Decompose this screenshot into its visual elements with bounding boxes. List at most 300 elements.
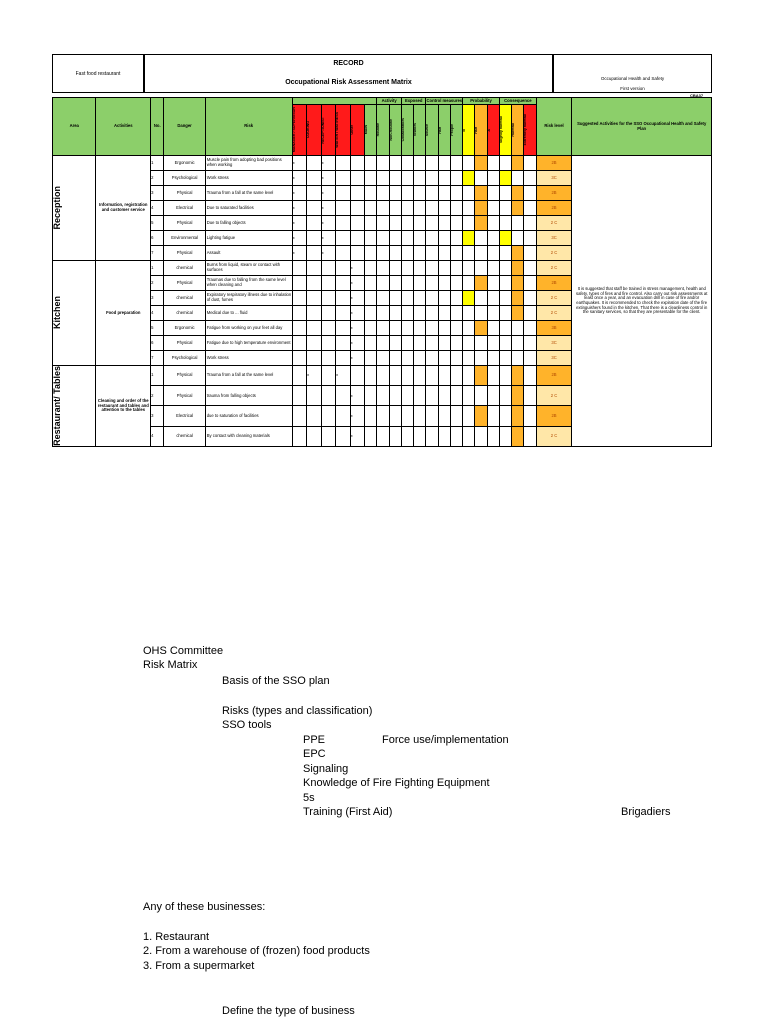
matrix-cell — [426, 156, 438, 171]
matrix-cell — [350, 156, 364, 171]
matrix-cell: x — [350, 406, 364, 426]
matrix-cell — [377, 246, 389, 261]
matrix-cell: x — [321, 201, 335, 216]
risk-cell: Medical due to ... fluid — [205, 306, 292, 321]
matrix-cell — [426, 201, 438, 216]
matrix-cell — [365, 321, 377, 336]
matrix-cell: x — [292, 201, 306, 216]
matrix-cell — [512, 201, 524, 216]
risk-cell: Burns from liquid, steam or contact with surfaces — [205, 261, 292, 276]
row-number: 1 — [151, 156, 164, 171]
matrix-cell — [336, 156, 350, 171]
matrix-cell — [426, 171, 438, 186]
col-header-role-2-text: COOKING — [306, 121, 311, 139]
matrix-cell — [307, 171, 321, 186]
col-header-control-1 — [426, 105, 438, 156]
row-number: 2 — [151, 171, 164, 186]
matrix-cell — [438, 336, 450, 351]
table-row — [53, 156, 712, 171]
matrix-cell — [450, 366, 462, 386]
risk-level-cell: 2 C — [536, 306, 572, 321]
risk-level-cell: 2B — [536, 406, 572, 426]
matrix-cell — [377, 276, 389, 291]
matrix-cell — [487, 201, 499, 216]
matrix-cell — [426, 426, 438, 446]
matrix-cell — [499, 306, 511, 321]
matrix-cell — [414, 426, 426, 446]
matrix-cell — [487, 186, 499, 201]
matrix-cell — [321, 426, 335, 446]
matrix-cell — [499, 186, 511, 201]
matrix-cell — [401, 171, 413, 186]
matrix-cell — [401, 306, 413, 321]
danger-cell: chemical — [164, 426, 205, 446]
matrix-cell — [499, 156, 511, 171]
matrix-cell: x — [350, 291, 364, 306]
matrix-cell — [292, 351, 306, 366]
matrix-cell — [475, 276, 487, 291]
col-header-role-5 — [350, 105, 364, 156]
risk-level-cell: 2B — [536, 276, 572, 291]
matrix-cell — [365, 201, 377, 216]
record-title: RECORD — [333, 60, 364, 67]
col-header-suggested: Suggested Activities for the SSO Occupational Health and Safety Plan — [572, 98, 712, 156]
risk-cell: Work stress — [205, 351, 292, 366]
row-number: 2 — [151, 276, 164, 291]
matrix-cell — [475, 306, 487, 321]
matrix-cell — [365, 386, 377, 406]
matrix-cell — [336, 386, 350, 406]
matrix-cell: x — [321, 216, 335, 231]
row-number: 1 — [151, 261, 164, 276]
matrix-cell — [389, 216, 401, 231]
matrix-cell — [487, 156, 499, 171]
matrix-cell — [450, 306, 462, 321]
risk-level-cell: 2 C — [536, 246, 572, 261]
row-number: 3 — [151, 291, 164, 306]
matrix-cell — [475, 406, 487, 426]
risk-level-cell: 2 C — [536, 216, 572, 231]
area-cell — [53, 156, 96, 261]
matrix-cell — [450, 156, 462, 171]
matrix-cell — [401, 186, 413, 201]
matrix-cell — [512, 291, 524, 306]
matrix-cell — [414, 186, 426, 201]
matrix-cell — [499, 426, 511, 446]
matrix-cell — [499, 336, 511, 351]
matrix-cell — [499, 216, 511, 231]
matrix-cell — [365, 351, 377, 366]
matrix-cell — [512, 426, 524, 446]
note-brigadiers: Brigadiers — [621, 806, 671, 818]
matrix-cell — [463, 261, 475, 276]
row-number: 1 — [151, 366, 164, 386]
col-header-probability-2 — [475, 105, 487, 156]
matrix-cell: x — [350, 336, 364, 351]
matrix-cell: x — [321, 186, 335, 201]
matrix-cell — [438, 261, 450, 276]
risk-level-cell: 2B — [536, 201, 572, 216]
group-header-exposed: Exposed — [401, 98, 426, 105]
matrix-cell — [350, 246, 364, 261]
matrix-cell — [307, 231, 321, 246]
matrix-cell — [463, 406, 475, 426]
matrix-cell — [487, 321, 499, 336]
matrix-cell — [389, 306, 401, 321]
matrix-cell — [321, 291, 335, 306]
matrix-cell — [475, 351, 487, 366]
matrix-cell — [389, 426, 401, 446]
document-code: CBA37 — [690, 93, 704, 98]
matrix-cell — [524, 406, 536, 426]
matrix-cell — [389, 231, 401, 246]
risk-cell: Trauma from a fall at the same level — [205, 186, 292, 201]
matrix-cell — [377, 306, 389, 321]
matrix-cell — [401, 246, 413, 261]
matrix-cell — [414, 306, 426, 321]
matrix-cell — [475, 366, 487, 386]
matrix-cell — [463, 231, 475, 246]
matrix-cell — [401, 426, 413, 446]
row-number: 6 — [151, 336, 164, 351]
matrix-cell — [414, 156, 426, 171]
matrix-cell — [336, 291, 350, 306]
matrix-cell — [350, 216, 364, 231]
col-header-role-1 — [292, 105, 306, 156]
matrix-cell — [321, 366, 335, 386]
matrix-cell — [438, 366, 450, 386]
matrix-cell — [365, 186, 377, 201]
matrix-cell — [336, 406, 350, 426]
matrix-cell — [475, 321, 487, 336]
matrix-cell — [463, 291, 475, 306]
matrix-cell — [524, 171, 536, 186]
danger-cell: chemical — [164, 261, 205, 276]
matrix-cell — [512, 406, 524, 426]
matrix-cell — [414, 261, 426, 276]
matrix-cell — [512, 231, 524, 246]
matrix-cell — [487, 406, 499, 426]
matrix-cell: x — [292, 156, 306, 171]
danger-cell: Electrical — [164, 201, 205, 216]
matrix-cell — [475, 231, 487, 246]
matrix-cell — [499, 231, 511, 246]
matrix-cell — [414, 171, 426, 186]
col-header-area: Area — [53, 98, 96, 156]
matrix-cell — [365, 246, 377, 261]
note-define-business: Define the type of business — [222, 1005, 355, 1017]
suggested-activities-cell: It is suggested that staff be trained in stress management, health and safety, types of fires and fire control. Also carry out risk assessments at least once a year, and an evacuation drill in case of fire and/or earthquakes. It is recommended to check the expiration date of the fire extinguishers found in the kitchen. That there is a cleanliness control in the sanitary services, so that they are presentable for the client. — [572, 156, 712, 447]
matrix-cell — [307, 291, 321, 306]
matrix-cell — [414, 321, 426, 336]
danger-cell: Ergonomic — [164, 321, 205, 336]
area-cell-text: Kitchen — [52, 296, 62, 330]
matrix-cell — [292, 426, 306, 446]
matrix-cell — [377, 186, 389, 201]
matrix-cell — [377, 231, 389, 246]
risk-level-cell: 2B — [536, 366, 572, 386]
danger-cell: Physical — [164, 276, 205, 291]
matrix-cell: x — [350, 261, 364, 276]
danger-cell: Physical — [164, 246, 205, 261]
matrix-cell — [475, 336, 487, 351]
risk-cell: trauma from falling objects — [205, 386, 292, 406]
matrix-cell — [475, 171, 487, 186]
matrix-cell — [365, 336, 377, 351]
matrix-cell — [524, 321, 536, 336]
row-number: 4 — [151, 201, 164, 216]
matrix-cell — [463, 171, 475, 186]
matrix-cell — [307, 246, 321, 261]
matrix-cell — [438, 321, 450, 336]
row-number: 4 — [151, 306, 164, 321]
note-basis: Basis of the SSO plan — [222, 675, 330, 687]
matrix-cell — [336, 426, 350, 446]
matrix-cell — [414, 246, 426, 261]
col-header-role-3-text: RECEPTIONIST — [320, 116, 325, 144]
matrix-cell — [499, 321, 511, 336]
matrix-cell — [438, 216, 450, 231]
header-row-groups — [53, 98, 712, 105]
matrix-cell — [463, 336, 475, 351]
risk-cell: Expiratory respiratory illness due to inhalation of dust, fumes — [205, 291, 292, 306]
matrix-cell — [389, 336, 401, 351]
risk-level-cell: 2B — [536, 186, 572, 201]
business-item-2: 2. From a warehouse of (frozen) food products — [143, 945, 370, 957]
matrix-cell: x — [350, 321, 364, 336]
matrix-title: Occupational Risk Assessment Matrix — [285, 79, 412, 86]
note-risk-matrix: Risk Matrix — [143, 659, 198, 671]
matrix-cell — [426, 351, 438, 366]
row-number: 2 — [151, 386, 164, 406]
matrix-cell — [524, 246, 536, 261]
danger-cell: Physical — [164, 386, 205, 406]
matrix-cell — [450, 171, 462, 186]
matrix-cell — [426, 366, 438, 386]
matrix-cell — [450, 246, 462, 261]
matrix-cell: x — [292, 186, 306, 201]
col-header-probability-3 — [487, 105, 499, 156]
matrix-cell: x — [307, 366, 321, 386]
matrix-cell: x — [350, 276, 364, 291]
col-header-control-1-text: Source — [425, 123, 430, 137]
matrix-cell: x — [350, 426, 364, 446]
matrix-cell — [401, 406, 413, 426]
matrix-cell — [426, 336, 438, 351]
matrix-cell — [499, 261, 511, 276]
risk-level-cell: 2B — [536, 156, 572, 171]
matrix-cell — [463, 386, 475, 406]
matrix-cell — [450, 426, 462, 446]
matrix-cell — [524, 231, 536, 246]
matrix-cell — [487, 216, 499, 231]
matrix-cell — [475, 386, 487, 406]
risk-cell: Due to saturated facilities — [205, 201, 292, 216]
col-header-control-3-text: People — [449, 124, 454, 136]
matrix-cell: x — [292, 171, 306, 186]
matrix-cell — [307, 201, 321, 216]
row-number: 3 — [151, 406, 164, 426]
matrix-cell: x — [350, 351, 364, 366]
group-header-blank — [292, 98, 377, 105]
matrix-cell — [401, 156, 413, 171]
matrix-cell — [487, 276, 499, 291]
matrix-cell — [365, 231, 377, 246]
danger-cell: Ergonomic — [164, 156, 205, 171]
matrix-cell — [307, 426, 321, 446]
col-header-role-3 — [321, 105, 335, 156]
risk-level-cell: 3C — [536, 171, 572, 186]
matrix-cell: x — [292, 231, 306, 246]
matrix-cell — [524, 216, 536, 231]
matrix-cell — [487, 261, 499, 276]
matrix-cell — [307, 386, 321, 406]
matrix-cell — [450, 406, 462, 426]
matrix-cell — [377, 216, 389, 231]
col-header-exposed-1 — [401, 105, 413, 156]
risk-level-cell: 2 C — [536, 386, 572, 406]
col-header-activity-type-2-text: Routine — [376, 123, 381, 137]
matrix-cell — [512, 171, 524, 186]
matrix-cell — [401, 261, 413, 276]
matrix-cell: x — [350, 386, 364, 406]
row-number: 7 — [151, 351, 164, 366]
matrix-cell — [377, 426, 389, 446]
danger-cell: Physical — [164, 336, 205, 351]
matrix-cell — [365, 426, 377, 446]
matrix-cell — [307, 216, 321, 231]
col-header-activities: Activities — [96, 98, 151, 156]
matrix-cell — [365, 306, 377, 321]
matrix-cell — [292, 336, 306, 351]
risk-cell: Lighting fatigue — [205, 231, 292, 246]
risk-cell: Muscle pain from adopting bad positions when working — [205, 156, 292, 171]
matrix-cell — [389, 186, 401, 201]
row-number: 5 — [151, 321, 164, 336]
matrix-cell — [450, 291, 462, 306]
col-header-danger: Danger — [164, 98, 205, 156]
col-header-activity-type-2 — [377, 105, 389, 156]
matrix-cell — [499, 246, 511, 261]
matrix-cell: x — [321, 156, 335, 171]
matrix-cell — [350, 201, 364, 216]
matrix-cell — [377, 406, 389, 426]
col-header-control-2 — [438, 105, 450, 156]
matrix-cell — [426, 306, 438, 321]
matrix-cell — [426, 276, 438, 291]
risk-level-cell: 2 C — [536, 291, 572, 306]
matrix-cell — [292, 291, 306, 306]
header-ohs: Occupational Health and Safety — [600, 76, 665, 81]
col-header-activity-type-1-text: MAIN — [364, 125, 369, 135]
danger-cell: Physical — [164, 186, 205, 201]
area-cell — [53, 366, 96, 447]
group-header-activity: Activity — [377, 98, 402, 105]
risk-level-cell: 3C — [536, 336, 572, 351]
matrix-cell — [450, 351, 462, 366]
matrix-cell — [487, 291, 499, 306]
risk-cell: Work stress — [205, 171, 292, 186]
matrix-cell — [414, 231, 426, 246]
matrix-cell — [414, 201, 426, 216]
activity-cell: Information, registration and customer service — [96, 156, 151, 261]
risk-cell: By contact with cleaning materials — [205, 426, 292, 446]
matrix-cell — [401, 336, 413, 351]
note-ppe: PPE — [303, 734, 326, 746]
matrix-cell — [292, 261, 306, 276]
matrix-cell — [292, 321, 306, 336]
risk-cell: Traumas due to falling from the same level when cleaning and — [205, 276, 292, 291]
matrix-cell — [512, 321, 524, 336]
matrix-cell — [426, 386, 438, 406]
matrix-cell — [307, 306, 321, 321]
matrix-cell — [389, 276, 401, 291]
matrix-cell: x — [321, 171, 335, 186]
col-header-activity-type-3 — [389, 105, 401, 156]
matrix-cell — [438, 351, 450, 366]
matrix-cell — [389, 291, 401, 306]
matrix-cell — [524, 351, 536, 366]
matrix-cell — [307, 276, 321, 291]
matrix-cell — [377, 386, 389, 406]
matrix-cell — [414, 216, 426, 231]
matrix-cell — [475, 426, 487, 446]
matrix-cell — [377, 366, 389, 386]
matrix-cell — [321, 306, 335, 321]
matrix-cell — [389, 246, 401, 261]
matrix-cell — [426, 321, 438, 336]
matrix-cell — [426, 231, 438, 246]
matrix-cell — [463, 216, 475, 231]
matrix-cell — [377, 261, 389, 276]
matrix-cell — [414, 336, 426, 351]
col-header-role-1-text: MANAGER / SUPERVISOR — [291, 107, 296, 153]
matrix-cell — [438, 246, 450, 261]
header-company — [52, 54, 144, 93]
matrix-cell — [414, 291, 426, 306]
risk-cell: Due to falling objects — [205, 216, 292, 231]
matrix-cell — [365, 156, 377, 171]
matrix-cell — [389, 351, 401, 366]
matrix-cell — [336, 306, 350, 321]
col-header-consequence-2-text: Harmful — [511, 123, 516, 137]
matrix-cell — [365, 291, 377, 306]
matrix-cell — [499, 291, 511, 306]
matrix-cell — [336, 186, 350, 201]
matrix-cell — [377, 171, 389, 186]
danger-cell: chemical — [164, 306, 205, 321]
group-header-control: Control measures — [426, 97, 463, 103]
activity-cell: Cleaning and order of the restaurant and tables and attention to the tables — [96, 366, 151, 447]
matrix-cell — [438, 171, 450, 186]
matrix-cell — [463, 276, 475, 291]
matrix-cell — [512, 386, 524, 406]
matrix-cell — [321, 406, 335, 426]
matrix-cell — [450, 201, 462, 216]
note-any-business: Any of these businesses: — [143, 901, 266, 913]
matrix-cell — [321, 321, 335, 336]
matrix-cell — [414, 406, 426, 426]
risk-cell: Assault — [205, 246, 292, 261]
matrix-cell — [499, 366, 511, 386]
area-cell — [53, 261, 96, 366]
row-number: 3 — [151, 186, 164, 201]
matrix-cell — [450, 186, 462, 201]
matrix-cell — [512, 156, 524, 171]
matrix-cell — [487, 351, 499, 366]
matrix-cell — [321, 351, 335, 366]
matrix-cell — [336, 201, 350, 216]
